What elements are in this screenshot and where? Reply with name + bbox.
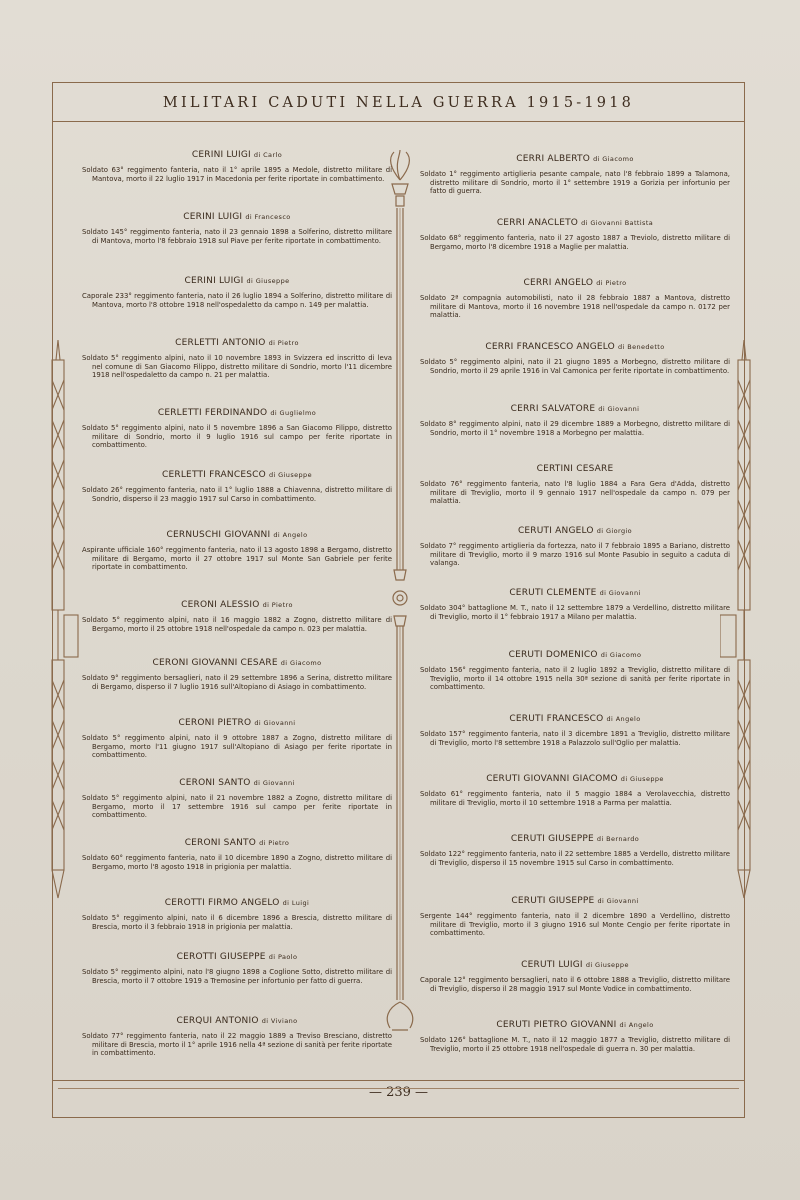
entry-parent: di Giacomo [593, 155, 634, 163]
entry-text: Soldato 304° battaglione M. T., nato il 12 settembre 1879 a Verdellino, distretto militare di Treviglio, morto il 1° febbraio 1917 a Milano per malattia. [420, 604, 730, 621]
list-item [82, 276, 392, 309]
list-item [82, 212, 392, 245]
entry-name: CERTINI CESARE [536, 464, 614, 474]
entry-text: Soldato 76° reggimento fanteria, nato l'8 luglio 1884 a Fara Gera d'Adda, distretto militare di Treviglio, morto il 9 gennaio 1917 nell'ospedale da campo n. 079 per malattia. [420, 480, 730, 506]
list-item [420, 1020, 730, 1053]
entry-text: Soldato 5° reggimento alpini, nato il 5 novembre 1896 a San Giacomo Filippo, distretto militare di Sondrio, morto il 9 luglio 1916 sul campo per ferite riportate in combattimento. [82, 424, 392, 450]
entry-name: CERRI ANACLETO [496, 218, 579, 228]
entry-text: Soldato 26° reggimento fanteria, nato il 1° luglio 1888 a Chiavenna, distretto militare di Sondrio, disperso il 23 maggio 1917 sul Carso in combattimento. [82, 486, 392, 503]
list-item [82, 150, 392, 183]
list-item [82, 778, 392, 820]
entry-parent: di Giovanni [253, 779, 295, 787]
page-header [52, 82, 745, 122]
list-item [420, 154, 730, 196]
entry-parent: di Giovanni Battista [581, 219, 654, 227]
entry-name: CERUTI ANGELO [517, 526, 594, 536]
entry-name: CERUTI PIETRO GIOVANNI [496, 1020, 617, 1030]
page-title: MILITARI CADUTI NELLA GUERRA 1915-1918 [162, 95, 635, 111]
entry-name: CERUTI GIUSEPPE [511, 896, 595, 906]
entry-text: Soldato 5° reggimento alpini, nato il 16 maggio 1882 a Zogno, distretto militare di Bergamo, morto il 25 ottobre 1918 nell'ospedale da campo n. 023 per malattia. [82, 616, 392, 633]
entry-parent: di Bernardo [596, 835, 640, 843]
entry-text: Soldato 122° reggimento fanteria, nato il 22 settembre 1885 a Verdello, distretto militare di Treviglio, disperso il 15 novembre 1915 sul Carso in combattimento. [420, 850, 730, 867]
entry-name: CERRI ALBERTO [516, 154, 591, 164]
entry-name: CERNUSCHI GIOVANNI [166, 530, 271, 540]
list-item [420, 278, 730, 320]
entry-text: Soldato 5° reggimento alpini, nato il 21 novembre 1882 a Zogno, distretto militare di Bergamo, morto il 17 settembre 1916 sul campo per ferite riportate in combattimento. [82, 794, 392, 820]
entry-parent: di Angelo [606, 715, 641, 723]
entry-text: Soldato 5° reggimento alpini, nato il 21 giugno 1895 a Morbegno, distretto militare di Sondrio, morto il 29 aprile 1916 in Val Camonica per ferite riportate in combattimento. [420, 358, 730, 375]
entry-text: Soldato 2ª compagnia automobilisti, nato il 28 febbraio 1887 a Mantova, distretto militare di Mantova, morto il 16 novembre 1918 nell'ospedale da campo n. 0172 per malattia. [420, 294, 730, 320]
entry-text: Soldato 63° reggimento fanteria, nato il 1° aprile 1895 a Medole, distretto militare di Mantova, morto il 22 luglio 1917 in Macedonia per ferite riportate in combattimento. [82, 166, 392, 183]
entry-parent: di Benedetto [618, 343, 665, 351]
entry-parent: di Carlo [253, 151, 283, 159]
entry-parent: di Giovanni [254, 719, 296, 727]
list-item [82, 408, 392, 450]
entry-name: CERRI FRANCESCO ANGELO [485, 342, 615, 352]
entry-name: CERLETTI ANTONIO [175, 338, 266, 348]
list-item [82, 838, 392, 871]
entry-name: CERUTI CLEMENTE [509, 588, 597, 598]
list-item [82, 600, 392, 633]
entry-text: Soldato 68° reggimento fanteria, nato il 27 agosto 1887 a Treviolo, distretto militare di Bergamo, morto l'8 dicembre 1918 a Maglie per malattia. [420, 234, 730, 251]
entry-parent: di Giovanni [598, 405, 640, 413]
entry-parent: di Viviano [261, 1017, 298, 1025]
entry-text: Sergente 144° reggimento fanteria, nato il 2 dicembre 1890 a Verdellino, distretto militare di Treviglio, morto il 3 giugno 1916 sul Monte Cengio per ferite riportate in combattimento. [420, 912, 730, 938]
entry-parent: di Pietro [596, 279, 627, 287]
list-item [82, 898, 392, 931]
entry-name: CEROTTI GIUSEPPE [176, 952, 266, 962]
entry-text: Soldato 126° battaglione M. T., nato il 12 maggio 1877 a Treviglio, distretto militare di Treviglio, morto il 25 ottobre 1918 nell'ospedale di guerra n. 30 per malattia. [420, 1036, 730, 1053]
entry-parent: di Pietro [262, 601, 293, 609]
entry-name: CERUTI GIUSEPPE [510, 834, 594, 844]
entry-parent: di Giacomo [280, 659, 322, 667]
list-item [420, 588, 730, 621]
list-item [420, 464, 730, 506]
entry-parent: di Paolo [268, 953, 298, 961]
entry-parent: di Angelo [273, 531, 308, 539]
entry-text: Soldato 5° reggimento alpini, nato il 10 novembre 1893 in Svizzera ed inscritto di leva nel comune di San Giacomo Filippo, distretto militare di Sondrio, morto l'11 dicembre 1918 nell'ospedaletto da campo n. 21 per malattia. [82, 354, 392, 380]
list-item [82, 470, 392, 503]
entry-text: Aspirante ufficiale 160° reggimento fanteria, nato il 13 agosto 1898 a Bergamo, distretto militare di Bergamo, morto il 27 ottobre 1917 sul Monte San Gabriele per ferite riportate in combattimento. [82, 546, 392, 572]
entry-parent: di Giuseppe [620, 775, 664, 783]
list-item [420, 650, 730, 692]
entry-name: CERLETTI FERDINANDO [157, 408, 268, 418]
entry-name: CERONI GIOVANNI CESARE [152, 658, 278, 668]
entry-text: Soldato 5° reggimento alpini, nato il 9 ottobre 1887 a Zogno, distretto militare di Bergamo, morto l'11 giugno 1917 sull'Altopiano di Asiago per ferite riportate in combattimento. [82, 734, 392, 760]
left-side-ornament [44, 340, 84, 900]
entry-text: Soldato 7° reggimento artiglieria da fortezza, nato il 7 febbraio 1895 a Bariano, distretto militare di Treviglio, morto il 9 marzo 1916 sul Monte Pasubio in seguito a caduta di valanga. [420, 542, 730, 568]
list-item [420, 526, 730, 568]
entry-name: CERRI SALVATORE [510, 404, 596, 414]
list-item [82, 952, 392, 985]
list-item [420, 218, 730, 251]
entry-parent: di Angelo [619, 1021, 654, 1029]
entry-text: Soldato 5° reggimento alpini, nato il 6 dicembre 1896 a Brescia, distretto militare di Brescia, morto il 3 febbraio 1918 in prigionia per malattia. [82, 914, 392, 931]
list-item [82, 338, 392, 380]
entry-parent: di Giovanni [599, 589, 641, 597]
entry-parent: di Pietro [268, 339, 299, 347]
entry-text: Soldato 9° reggimento bersaglieri, nato il 29 settembre 1896 a Serina, distretto militare di Bergamo, disperso il 7 luglio 1916 sull'Altopiano di Asiago in combattimento. [82, 674, 392, 691]
list-item [420, 774, 730, 807]
entry-name: CERONI SANTO [184, 838, 256, 848]
list-item [420, 404, 730, 437]
list-item [420, 896, 730, 938]
list-item [82, 718, 392, 760]
entry-text: Caporale 233° reggimento fanteria, nato il 26 luglio 1894 a Solferino, distretto militare di Mantova, morto l'8 ottobre 1918 nell'ospedaletto da campo n. 149 per malattia. [82, 292, 392, 309]
entry-text: Caporale 12° reggimento bersaglieri, nato il 6 ottobre 1888 a Treviglio, distretto militare di Treviglio, disperso il 28 maggio 1917 sul Monte Vodice in combattimento. [420, 976, 730, 993]
entry-name: CERRI ANGELO [523, 278, 594, 288]
list-item [420, 342, 730, 375]
entry-name: CERUTI DOMENICO [508, 650, 598, 660]
entry-text: Soldato 5° reggimento alpini, nato l'8 giugno 1898 a Coglione Sotto, distretto militare di Brescia, morto il 7 ottobre 1919 a Tremosine per infortunio per fatto di guerra. [82, 968, 392, 985]
entry-name: CERUTI FRANCESCO [509, 714, 604, 724]
list-item [420, 960, 730, 993]
list-item [82, 658, 392, 691]
list-item [420, 834, 730, 867]
entry-parent: di Giuseppe [246, 277, 290, 285]
list-item [82, 1016, 392, 1058]
entry-parent: di Giacomo [600, 651, 642, 659]
entry-name: CERQUI ANTONIO [176, 1016, 259, 1026]
entry-name: CERINI LUIGI [183, 212, 243, 222]
entry-text: Soldato 60° reggimento fanteria, nato il 10 dicembre 1890 a Zogno, distretto militare di Bergamo, morto l'8 agosto 1918 in prigionia per malattia. [82, 854, 392, 871]
entry-text: Soldato 8° reggimento alpini, nato il 29 dicembre 1889 a Morbegno, distretto militare di Sondrio, morto il 1° novembre 1918 a Morbegno per malattia. [420, 420, 730, 437]
entry-text: Soldato 156° reggimento fanteria, nato il 2 luglio 1892 a Treviglio, distretto militare di Treviglio, morto il 14 ottobre 1915 nella 30ª sezione di sanità per ferite riportate in combattimento. [420, 666, 730, 692]
entry-text: Soldato 77° reggimento fanteria, nato il 22 maggio 1889 a Treviso Bresciano, distretto militare di Brescia, morto il 1° aprile 1916 nella 4ª sezione di sanità per ferite riportate in combattimento. [82, 1032, 392, 1058]
entry-name: CERONI PIETRO [178, 718, 252, 728]
entry-parent: di Pietro [259, 839, 290, 847]
entry-text: Soldato 145° reggimento fanteria, nato il 23 gennaio 1898 a Solferino, distretto militare di Mantova, morto l'8 febbraio 1918 sul Piave per ferite riportate in combattimento. [82, 228, 392, 245]
entry-name: CERONI SANTO [179, 778, 251, 788]
list-item [420, 714, 730, 747]
entry-parent: di Francesco [245, 213, 291, 221]
entry-text: Soldato 157° reggimento fanteria, nato il 3 dicembre 1891 a Treviglio, distretto militare di Treviglio, morto l'8 settembre 1918 a Palazzolo sull'Oglio per malattia. [420, 730, 730, 747]
entry-parent: di Giovanni [597, 897, 639, 905]
entry-name: CERUTI LUIGI [521, 960, 583, 970]
entry-parent: di Luigi [282, 899, 310, 907]
entry-text: Soldato 61° reggimento fanteria, nato il 5 maggio 1884 a Verolavecchia, distretto militare di Treviglio, morto il 10 settembre 1918 a Parma per malattia. [420, 790, 730, 807]
entry-name: CEROTTI FIRMO ANGELO [164, 898, 280, 908]
entry-name: CERINI LUIGI [184, 276, 244, 286]
entry-name: CERONI ALESSIO [181, 600, 260, 610]
entry-name: CERLETTI FRANCESCO [162, 470, 266, 480]
entry-text: Soldato 1° reggimento artiglieria pesante campale, nato l'8 febbraio 1899 a Talamona, distretto militare di Sondrio, morto il 1° settembre 1919 a Gorizia per infortunio per fatto di guerra. [420, 170, 730, 196]
entry-parent: di Giuseppe [585, 961, 629, 969]
entry-name: CERINI LUIGI [191, 150, 251, 160]
footer-inner-rule [58, 1088, 739, 1089]
entry-parent: di Giorgio [596, 527, 633, 535]
page-number: — 239 — [368, 1085, 429, 1100]
list-item [82, 530, 392, 572]
entry-name: CERUTI GIOVANNI GIACOMO [486, 774, 618, 784]
entry-parent: di Giuseppe [268, 471, 312, 479]
page-footer [52, 1080, 745, 1118]
entry-parent: di Guglielmo [270, 409, 317, 417]
